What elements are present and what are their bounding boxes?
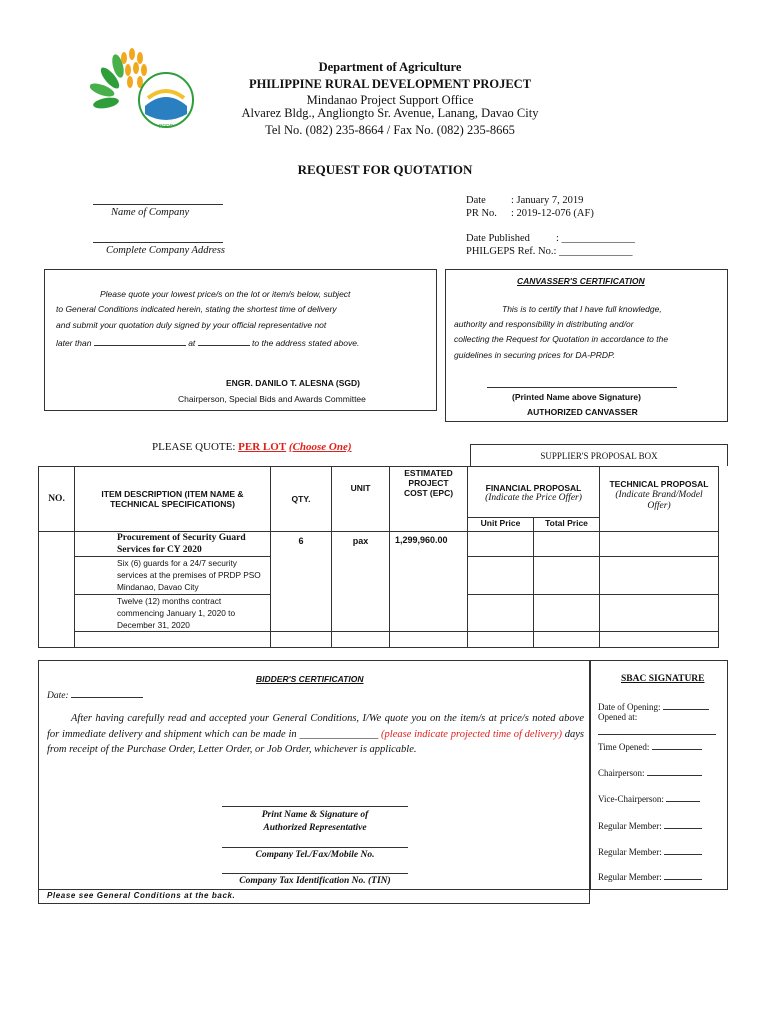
date-value: : January 7, 2019	[511, 195, 584, 206]
canvasser-line-1: This is to certify that I have full knowledge,	[502, 304, 662, 314]
unit-price-cell[interactable]	[468, 532, 534, 557]
canvasser-line-3: collecting the Request for Quotation in accordance to the	[454, 334, 669, 344]
table-row	[39, 632, 719, 648]
col-unit-header: UNIT	[332, 467, 390, 532]
bidder-body-blank[interactable]: _______________	[299, 728, 379, 740]
col-financial-sub: (Indicate the Price Offer)	[485, 493, 582, 503]
col-no-header: NO.	[39, 467, 75, 532]
request-line-4c: to the address stated above.	[252, 338, 360, 348]
sbac-member-1: Regular Member:	[598, 821, 664, 831]
col-technical-sub: (Indicate Brand/Model Offer)	[615, 490, 703, 511]
unit-price-cell[interactable]	[468, 557, 534, 595]
request-line-4b: at	[188, 338, 196, 348]
canvasser-printed-name: (Printed Name above Signature)	[512, 392, 641, 402]
sbac-opened-at: Opened at:	[598, 712, 638, 722]
project-name: PHILIPPINE RURAL DEVELOPMENT PROJECT	[248, 77, 532, 91]
sbac-vice-field[interactable]	[666, 791, 700, 802]
sbac-member-3: Regular Member:	[598, 872, 664, 882]
request-line-4a: later than	[56, 338, 92, 348]
bidder-body-a: After having carefully read and accepted your General Conditions, I/We quote you on the item/s at price/s noted above for immediate delivery and shipment which can be made in	[47, 713, 584, 740]
bidder-title: BIDDER'S CERTIFICATION	[256, 674, 364, 684]
sbac-member-2-field[interactable]	[664, 844, 702, 855]
technical-cell[interactable]	[600, 532, 719, 557]
total-price-cell[interactable]	[534, 557, 600, 595]
company-name-label: Name of Company	[111, 207, 190, 218]
bidder-body	[47, 711, 584, 758]
canvasser-title: CANVASSER'S CERTIFICATION	[517, 276, 645, 286]
please-quote-choice[interactable]: PER LOT	[238, 441, 287, 453]
bidder-body-b: days from receipt of the Purchase Order, Letter Order, or Job Order, whichever is applicable.	[47, 728, 585, 755]
office-name: Mindanao Project Support Office	[306, 93, 474, 107]
sig-company-tel: Company Tel./Fax/Mobile No.	[255, 850, 375, 860]
item-qty: 6	[271, 532, 332, 632]
agency-name: Department of Agriculture	[318, 60, 462, 74]
quotation-table	[38, 466, 719, 648]
col-epc-header: ESTIMATED PROJECT COST (EPC)	[390, 467, 468, 532]
leaf-icon	[90, 53, 126, 110]
item-desc-1: Six (6) guards for a 24/7 security services at the premises of PRDP PSO Mindanao, Davao City	[75, 557, 271, 595]
item-desc-2: Twelve (12) months contract commencing January 1, 2020 to December 31, 2020	[75, 595, 271, 632]
sbac-date-opening-field[interactable]	[663, 699, 709, 710]
signatory-title: Chairperson, Special Bids and Awards Committee	[178, 394, 366, 404]
bidder-body-red: (please indicate projected time of delivery)	[378, 728, 562, 740]
col-item-header: ITEM DESCRIPTION (ITEM NAME & TECHNICAL SPECIFICATIONS)	[75, 467, 271, 532]
sig-authorized-rep: Authorized Representative	[263, 823, 367, 833]
technical-cell[interactable]	[600, 595, 719, 632]
request-line-3: and submit your quotation duly signed by your official representative not	[56, 320, 327, 330]
bidder-date-field[interactable]	[71, 687, 143, 698]
sig-company-tin: Company Tax Identification No. (TIN)	[239, 876, 391, 886]
philgeps-value: ______________	[559, 246, 633, 257]
canvasser-line-4: guidelines in securing prices for DA-PRDP.	[454, 350, 615, 360]
canvasser-line-2: authority and responsibility in distributing and/or	[454, 319, 634, 329]
sbac-time-opened: Time Opened:	[598, 742, 652, 752]
item-no-cell	[39, 532, 75, 648]
technical-cell[interactable]	[600, 557, 719, 595]
total-price-cell[interactable]	[534, 595, 600, 632]
sbac-title: SBAC SIGNATURE	[621, 674, 705, 684]
sbac-chair-field[interactable]	[647, 765, 702, 776]
col-financial-header	[468, 467, 600, 518]
sbac-member-1-field[interactable]	[664, 818, 702, 829]
table-row	[39, 532, 719, 557]
total-price-cell[interactable]	[534, 532, 600, 557]
svg-text:PRDP: PRDP	[159, 124, 173, 130]
bidder-date-label: Date:	[47, 691, 72, 701]
item-unit: pax	[332, 532, 390, 632]
sbac-date-opening: Date of Opening:	[598, 702, 663, 712]
sbac-member-3-field[interactable]	[664, 869, 702, 880]
sbac-chair: Chairperson:	[598, 768, 647, 778]
pr-label: PR No.	[466, 208, 497, 219]
col-financial-title: FINANCIAL PROPOSAL	[485, 483, 582, 493]
footer-note: Please see General Conditions at the back.	[47, 891, 236, 900]
please-quote-choose: (Choose One)	[288, 441, 352, 453]
sbac-vice: Vice-Chairperson:	[598, 794, 667, 804]
item-title: Procurement of Security Guard Services for CY 2020	[75, 532, 271, 557]
col-qty-header: QTY.	[271, 467, 332, 532]
company-address-label: Complete Company Address	[106, 245, 225, 256]
item-epc: 1,299,960.00	[390, 532, 468, 632]
col-technical-title: TECHNICAL PROPOSAL	[609, 479, 709, 489]
canvasser-role: AUTHORIZED CANVASSER	[527, 407, 638, 417]
proposal-box-label: SUPPLIER'S PROPOSAL BOX	[540, 451, 658, 461]
request-line-1: Please quote your lowest price/s on the lot or item/s below, subject	[100, 289, 351, 299]
col-total-price-header: Total Price	[534, 518, 600, 532]
col-technical-header	[600, 467, 719, 532]
published-label: Date Published	[466, 233, 530, 244]
sig-print-name: Print Name & Signature of	[261, 810, 369, 820]
page-title: REQUEST FOR QUOTATION	[297, 162, 473, 177]
office-address: Alvarez Bldg., Angliongto Sr. Avenue, Lanang, Davao City	[241, 106, 539, 120]
signatory-name: ENGR. DANILO T. ALESNA (SGD)	[226, 378, 360, 388]
rice-grain-icon	[121, 48, 147, 88]
pr-value: : 2019-12-076 (AF)	[511, 208, 594, 219]
unit-price-cell[interactable]	[468, 595, 534, 632]
date-label: Date	[466, 195, 486, 206]
philgeps-label: PHILGEPS Ref. No.:	[466, 246, 560, 257]
published-value: : ______________	[556, 233, 636, 244]
sbac-member-2: Regular Member:	[598, 847, 664, 857]
please-quote-label: PLEASE QUOTE:	[152, 441, 239, 453]
office-contact: Tel No. (082) 235-8664 / Fax No. (082) 235-8665	[265, 123, 515, 137]
sbac-time-field[interactable]	[652, 739, 702, 750]
request-line-2: to General Conditions indicated herein, stating the shortest time of delivery	[56, 304, 337, 314]
col-unit-price-header: Unit Price	[468, 518, 534, 532]
